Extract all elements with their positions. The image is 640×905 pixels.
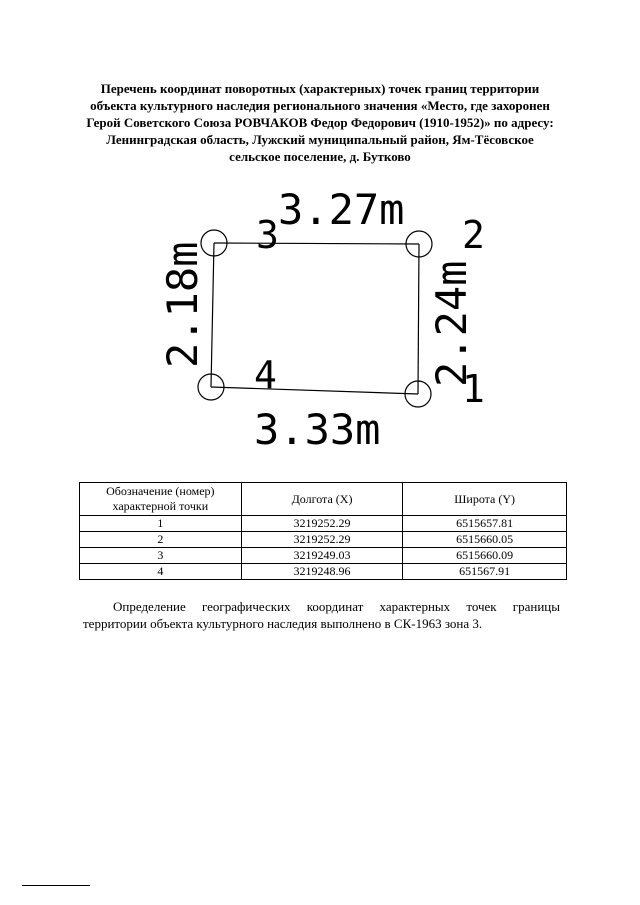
column-header-longitude: Долгота (X) <box>241 483 403 516</box>
column-header-latitude: Широта (Y) <box>403 483 567 516</box>
boundary-side-top <box>214 243 419 244</box>
side-length-left: 2.18m <box>158 241 207 368</box>
coordinate-system-note: Определение географических координат характерных точек границы территории объекта культурного наследия выполнено в СК-1963 зона 3. <box>83 599 560 631</box>
point-label-4: 4 <box>254 353 277 397</box>
cell-latitude: 6515660.05 <box>403 532 567 548</box>
boundary-scheme <box>0 180 640 460</box>
title-line: Перечень координат поворотных (характерных) точек границ территории <box>100 81 540 96</box>
point-label-2: 2 <box>462 213 485 257</box>
point-label-3: 3 <box>256 213 279 257</box>
cell-latitude: 6515660.09 <box>403 548 567 564</box>
side-length-top: 3.27m <box>278 185 405 234</box>
table-row <box>80 516 567 532</box>
title-line: Герой Советского Союза РОВЧАКОВ Федор Федорович (1910-1952)» по адресу: <box>86 115 554 130</box>
title-line: Ленинградская область, Лужский муниципальный район, Ям-Тёсовское <box>106 132 534 147</box>
table-row <box>80 532 567 548</box>
table-row <box>80 548 567 564</box>
cell-longitude: 3219249.03 <box>241 548 403 564</box>
boundary-side-right <box>418 244 419 394</box>
cell-point: 2 <box>80 532 242 548</box>
side-length-bottom: 3.33m <box>254 405 381 454</box>
boundary-side-left <box>211 243 214 387</box>
title-line: объекта культурного наследия регионального значения «Место, где захоронен <box>90 98 550 113</box>
cell-point: 3 <box>80 548 242 564</box>
title-line: сельское поселение, д. Бутково <box>229 149 411 164</box>
cell-latitude: 651567.91 <box>403 564 567 580</box>
footnote-separator <box>22 885 90 886</box>
table-row <box>80 564 567 580</box>
point-label-1: 1 <box>462 367 485 411</box>
cell-latitude: 6515657.81 <box>403 516 567 532</box>
cell-longitude: 3219252.29 <box>241 516 403 532</box>
cell-longitude: 3219252.29 <box>241 532 403 548</box>
column-header-point: Обозначение (номер) характерной точки <box>80 483 242 516</box>
coordinates-table <box>79 482 567 580</box>
table-header-row <box>80 483 567 516</box>
cell-longitude: 3219248.96 <box>241 564 403 580</box>
document-title <box>70 80 570 165</box>
cell-point: 1 <box>80 516 242 532</box>
boundary-side-bottom <box>211 387 418 394</box>
side-length-right: 2.24m <box>427 260 476 387</box>
cell-point: 4 <box>80 564 242 580</box>
